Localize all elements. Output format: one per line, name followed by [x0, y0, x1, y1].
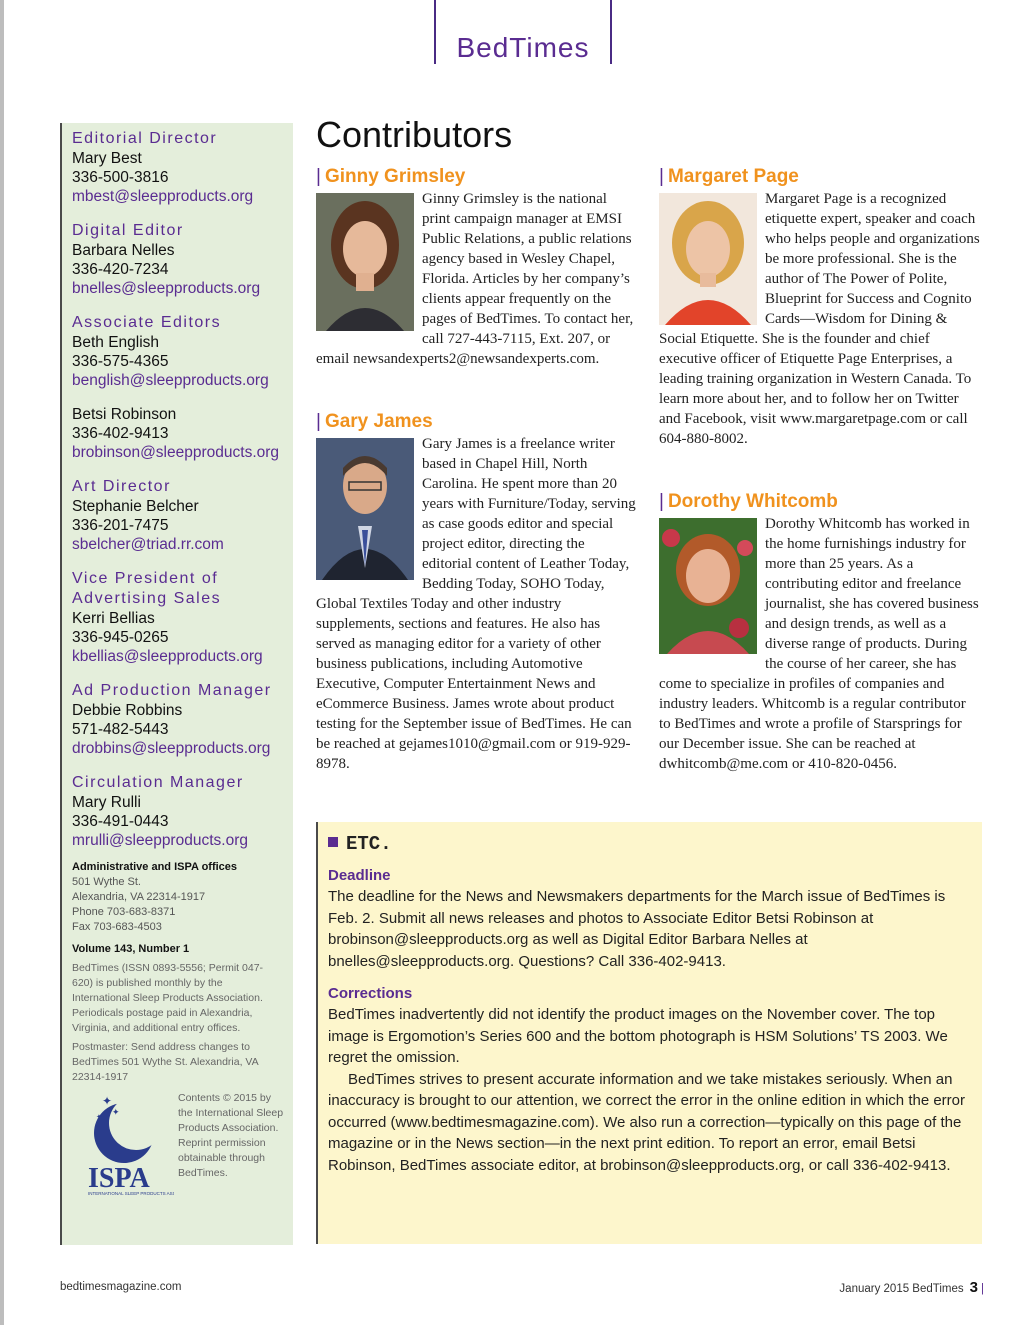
office-line: 501 Wythe St.: [72, 876, 141, 888]
staff-email-link[interactable]: brobinson@sleepproducts.org: [72, 444, 280, 461]
contributor-photo: [316, 193, 414, 331]
staff-email-link[interactable]: mbest@sleepproducts.org: [72, 188, 254, 205]
ispa-logo: [84, 1091, 174, 1201]
contributor-ginny-grimsley: [316, 165, 638, 369]
copyright-note: Contents © 2015 by the International Sleep Products Association. Reprint permission obtainable through BedTimes.: [178, 1092, 284, 1179]
staff-phone: 336-491-0443: [72, 813, 169, 830]
footer-website: bedtimesmagazine.com: [60, 1281, 182, 1293]
contributor-photo: [316, 438, 414, 580]
staff-name: Betsi Robinson: [72, 406, 177, 423]
etc-box: [316, 822, 982, 1244]
staff-name: Kerri Bellias: [72, 610, 155, 627]
contributor-dorothy-whitcomb: [659, 490, 981, 774]
staff-block: [72, 569, 293, 667]
staff-phone: 336-402-9413: [72, 425, 169, 442]
contributor-name: | Gary James: [316, 411, 433, 432]
staff-role: Circulation Manager: [72, 774, 244, 791]
office-line: Phone 703-683-8371: [72, 906, 176, 918]
footer-issue: January 2015 BedTimes 3 |: [839, 1279, 984, 1296]
svg-text:✦: ✦: [112, 1108, 120, 1118]
staff-email-link[interactable]: mrulli@sleepproducts.org: [72, 832, 248, 849]
postmaster-note: Postmaster: Send address changes to BedTimes 501 Wythe St. Alexandria, VA 22314-1917: [72, 1041, 259, 1083]
staff-name: Debbie Robbins: [72, 702, 183, 719]
page-title: Contributors: [316, 114, 513, 155]
staff-block: [72, 313, 293, 391]
staff-email-link[interactable]: bnelles@sleepproducts.org: [72, 280, 261, 297]
svg-text:✦: ✦: [96, 1113, 102, 1121]
contributor-gary-james: [316, 410, 638, 774]
staff-sidebar: [60, 123, 293, 1245]
contributor-name: | Dorothy Whitcomb: [659, 491, 838, 512]
contributor-margaret-page: [659, 165, 981, 449]
contributor-bio: Ginny Grimsley is the national print campaign manager at EMSI Public Relations, a public relations agency based in Wesley Chapel, Florida. Articles by her company’s clients appear frequently on the pages of BedTimes. To contact her, call 727-443-7115, Ext. 207, or email newsandexperts2@newsandexperts.com.: [316, 191, 634, 367]
svg-text:✦: ✦: [102, 1094, 113, 1108]
deadline-title: Deadline: [328, 867, 391, 884]
ispa-logo-text: ISPA: [88, 1163, 150, 1194]
contributor-bio: Gary James is a freelance writer based in Chapel Hill, North Carolina. He spent more than 20 years with Furniture/Today, serving as case goods editor and special project editor, directing the editorial content of Leather Today, Bedding Today, SOHO Today, Global Textiles Today and other industry supplements, sections and features. He also has served as managing editor for a variety of other business publications, including Automotive Executive, Computer Entertainment News and eCommerce Business. James wrote about product testing for the September issue of BedTimes. He can be reached at gejames1010@gmail.com or 919-929-8978.: [316, 436, 636, 772]
staff-phone: 336-945-0265: [72, 629, 169, 646]
staff-role: Ad Production Manager: [72, 682, 272, 699]
etc-heading: ETC.: [328, 832, 972, 856]
volume-number: Volume 143, Number 1: [72, 943, 190, 955]
contributor-bio: Dorothy Whitcomb has worked in the home furnishings industry for more than 25 years. As a contributing editor and freelance journalist, she has covered business and design trends, as well as a diverse range of products. During the course of her career, she has come to specialize in profiles of companies and industry leaders. Whitcomb is a regular contributor to BedTimes and wrote a profile of Starsprings for our December issue. She can be reached at dwhitcomb@me.com or 410-820-0456.: [659, 516, 979, 772]
staff-block: [72, 477, 293, 555]
staff-phone: 571-482-5443: [72, 721, 169, 738]
masthead-title: BedTimes: [456, 32, 590, 63]
contributor-name: | Ginny Grimsley: [316, 166, 466, 187]
footer-issue-text: January 2015 BedTimes: [839, 1283, 964, 1295]
staff-email-link[interactable]: benglish@sleepproducts.org: [72, 372, 269, 389]
office-line: Alexandria, VA 22314-1917: [72, 891, 206, 903]
contributor-photo: [659, 518, 757, 654]
office-heading: Administrative and ISPA offices: [72, 861, 238, 873]
staff-phone: 336-500-3816: [72, 169, 169, 186]
corrections-text: BedTimes inadvertently did not identify the product images on the November cover. The top image is Ergomotion’s Series 600 and the bottom photograph is HSM Solutions’ TS 2003. We regret the omission.: [328, 1006, 948, 1066]
staff-email-link[interactable]: sbelcher@triad.rr.com: [72, 536, 224, 553]
staff-block: [72, 129, 293, 207]
staff-name: Barbara Nelles: [72, 242, 175, 259]
ispa-block: [72, 1091, 293, 1221]
contributor-name: | Margaret Page: [659, 166, 799, 187]
staff-name: Mary Rulli: [72, 794, 141, 811]
staff-role: Editorial Director: [72, 130, 218, 147]
publication-note: BedTimes (ISSN 0893-5556; Permit 047-620) is published monthly by the International Sleep Products Association. Periodicals postage paid in Alexandria, Virginia, and additional entry offices.: [72, 962, 264, 1034]
staff-phone: 336-420-7234: [72, 261, 169, 278]
corrections-policy-text: BedTimes strives to present accurate information and we take mistakes seriously. When an inaccuracy is brought to our attention, we correct the error in the online edition in which the error occurred (www.bedtimesmagazine.com). We also run a correction—typically on this page of the magazine or in the News section—in the next print edition. To report an error, email Betsi Robinson, BedTimes associate editor, at brobinson@sleepproducts.org, or call 336-402-9413.: [328, 1070, 966, 1174]
page-number: 3: [969, 1279, 978, 1296]
staff-email-link[interactable]: kbellias@sleepproducts.org: [72, 648, 263, 665]
masthead: [434, 0, 612, 64]
deadline-text: The deadline for the News and Newsmakers departments for the March issue of BedTimes is Feb. 2. Submit all news releases and photos to Associate Editor Betsi Robinson at brobinson@sleepproducts.org as well as Digital Editor Barbara Nelles at bnelles@sleepproducts.org. Questions? Call 336-402-9413.: [328, 888, 946, 970]
staff-phone: 336-201-7475: [72, 517, 169, 534]
contributor-bio: Margaret Page is a recognized etiquette expert, speaker and coach who helps people and organizations be more professional. She is the author of The Power of Polite, Blueprint for Success and Cognito Cards—Wisdom for Dining & Social Etiquette. She is the founder and chief executive officer of Etiquette Page Enterprises, a leading training organization in Western Canada. To learn more about her, and to follow her on Twitter and Facebook, visit www.margaretpage.com or call 604-880-8002.: [659, 191, 980, 447]
contributor-photo: [659, 193, 757, 325]
staff-block: [72, 773, 293, 851]
staff-role: Digital Editor: [72, 222, 184, 239]
page-edge: [0, 0, 4, 1325]
staff-block: [72, 221, 293, 299]
staff-email-link[interactable]: drobbins@sleepproducts.org: [72, 740, 271, 757]
office-line: Fax 703-683-4503: [72, 921, 162, 933]
ispa-logo-subtext: INTERNATIONAL SLEEP PRODUCTS AS: [88, 1191, 173, 1196]
staff-block: [72, 681, 293, 759]
staff-block: [72, 405, 293, 463]
staff-name: Beth English: [72, 334, 160, 351]
square-bullet-icon: [328, 837, 338, 847]
staff-phone: 336-575-4365: [72, 353, 169, 370]
corrections-title: Corrections: [328, 985, 413, 1002]
staff-role: Associate Editors: [72, 314, 222, 331]
staff-role: Art Director: [72, 478, 171, 495]
staff-name: Stephanie Belcher: [72, 498, 199, 515]
staff-name: Mary Best: [72, 150, 142, 167]
staff-role: Vice President of Advertising Sales: [72, 570, 222, 607]
